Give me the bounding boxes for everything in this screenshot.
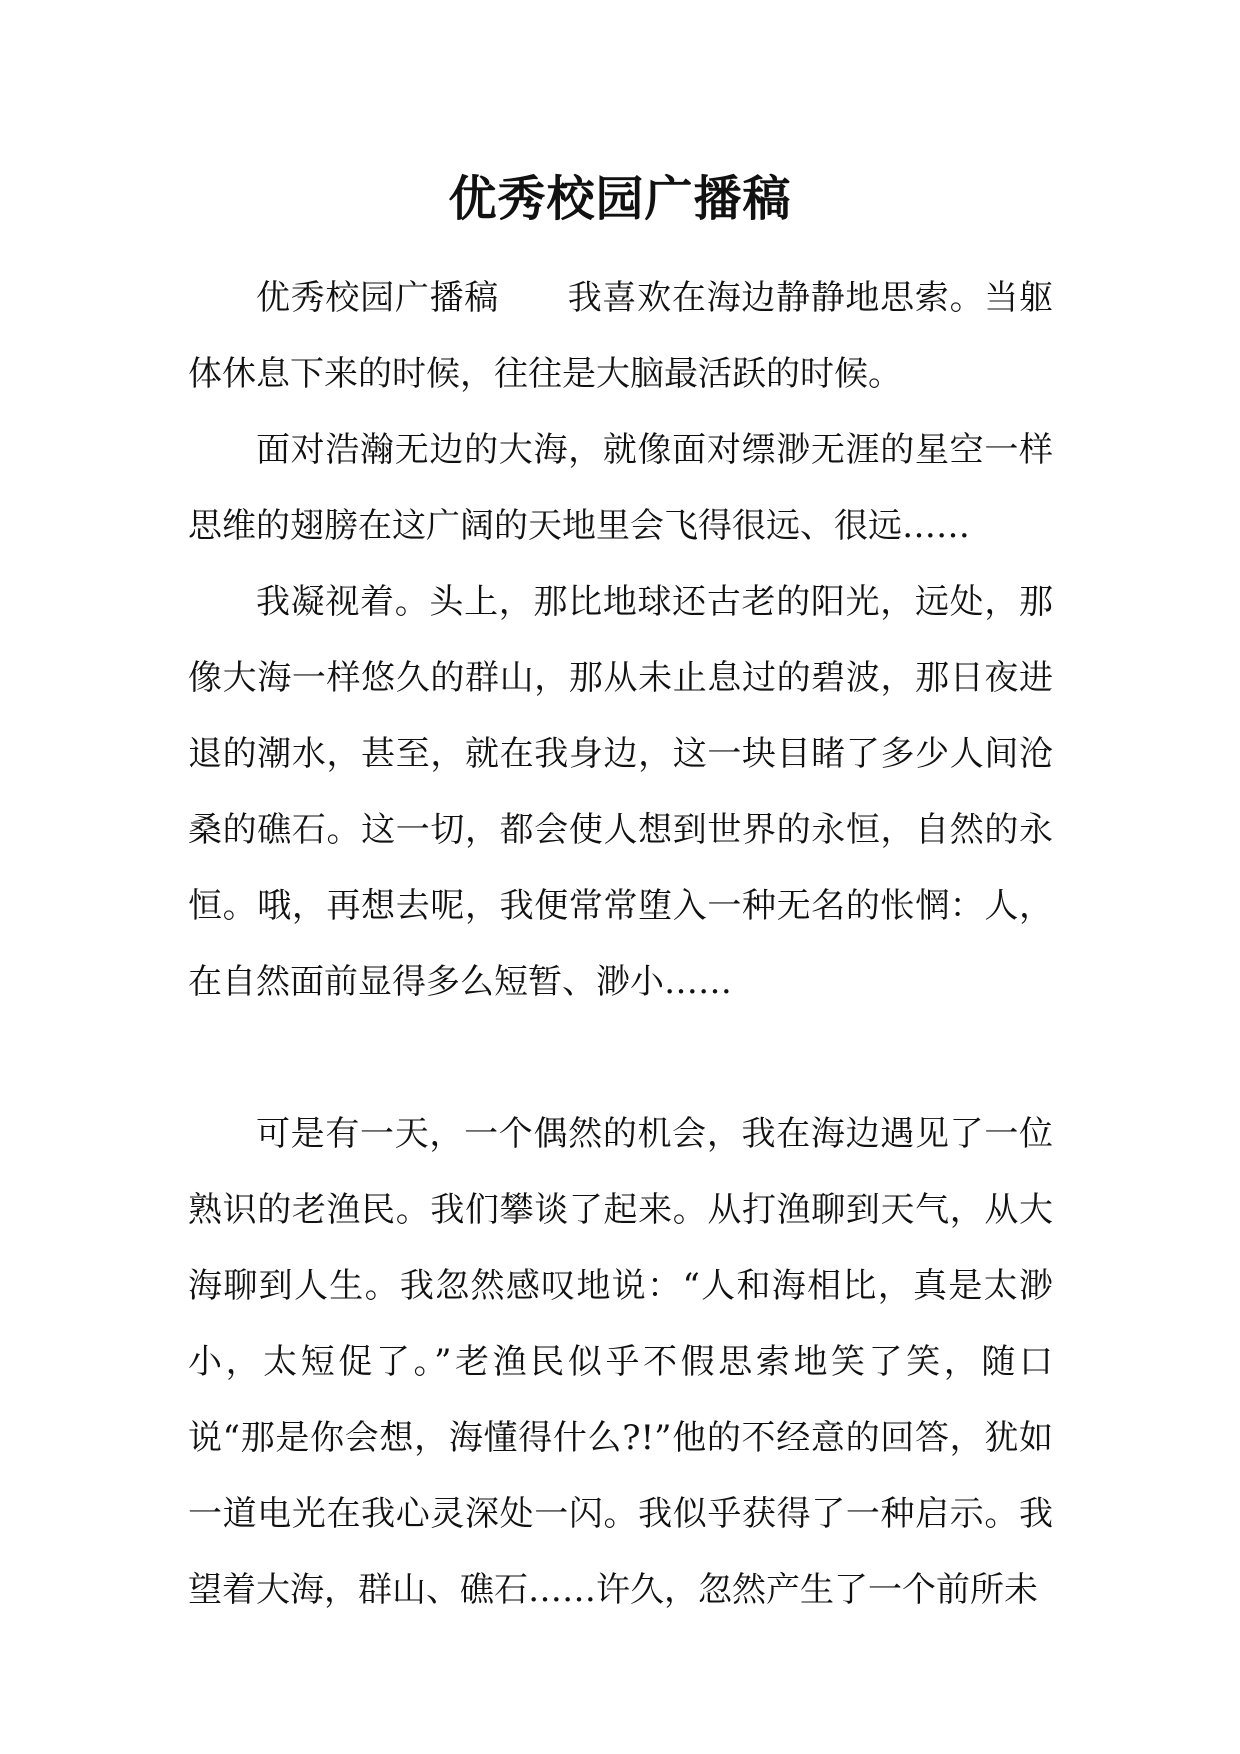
paragraph-1-text: 我喜欢在海边静静地思索。当躯体休息下来的时候，往往是大脑最活跃的时候。 — [188, 278, 1053, 394]
paragraph-3: 我凝视着。头上，那比地球还古老的阳光，远处，那像大海一样悠久的群山，那从未止息过的碧波，那日夜进退的潮水，甚至，就在我身边，这一块目睹了多少人间沧桑的礁石。这一切，都会使人想到世界的永恒，自然的永恒。哦，再想去呢，我便常常堕入一种无名的怅惘：人，在自然面前显得多么短暂、渺小…… — [188, 582, 1053, 1002]
paragraph-lead: 优秀校园广播稿 — [256, 278, 499, 318]
page-title: 优秀校园广播稿 — [448, 171, 792, 227]
paragraph-gap — [188, 1020, 1053, 1096]
paragraph-2: 面对浩瀚无边的大海，就像面对缥渺无涯的星空一样思维的翅膀在这广阔的天地里会飞得很远、很远…… — [188, 430, 1053, 546]
document-body — [188, 260, 1053, 1628]
paragraph-4: 可是有一天，一个偶然的机会，我在海边遇见了一位熟识的老渔民。我们攀谈了起来。从打渔聊到天气，从大海聊到人生。我忽然感叹地说：“人和海相比，真是太渺小，太短促了。”老渔民似乎不假思索地笑了笑，随口说“那是你会想，海懂得什么?!”他的不经意的回答，犹如一道电光在我心灵深处一闪。我似乎获得了一种启示。我望着大海，群山、礁石……许久，忽然产生了一个前所未 — [188, 1114, 1053, 1610]
paragraph-1 — [188, 260, 1053, 412]
